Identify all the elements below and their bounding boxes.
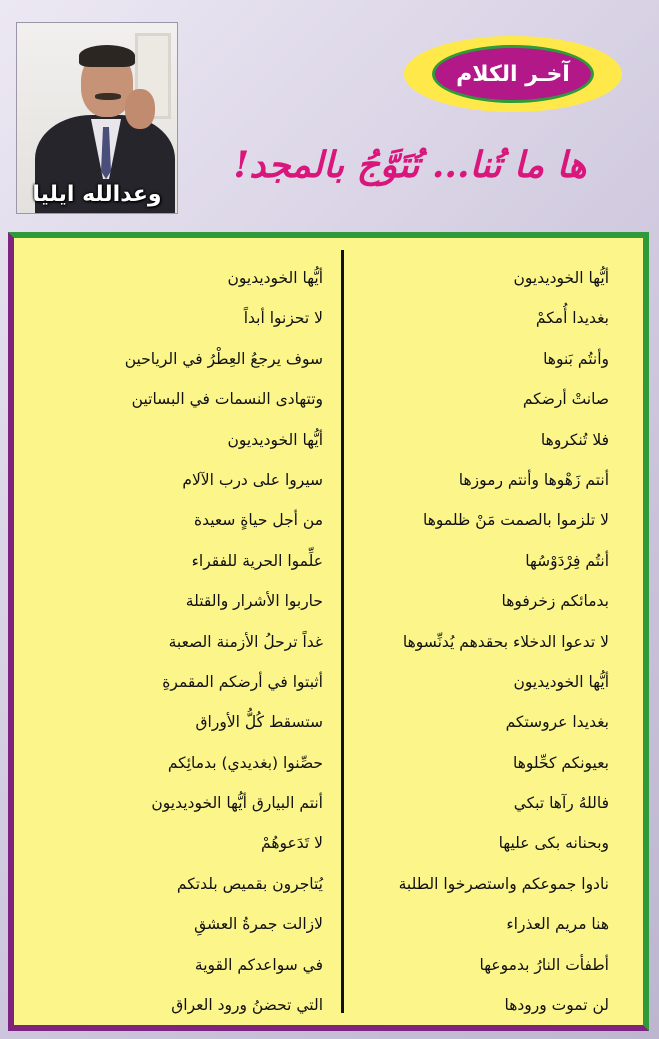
author-hair <box>79 45 135 67</box>
poem-line: أنتُم فِرْدَوْسُها <box>525 551 609 570</box>
poem-line: أطفأت النارُ بدموعها <box>479 955 609 974</box>
poem-line: يُتاجرون بقميص بلدتكم <box>176 874 323 893</box>
poem-line: حصِّنوا (بغديدي) بدمائِكم <box>167 753 323 772</box>
column-badge-label: آخـر الكلام <box>456 61 570 87</box>
poem-line: فاللهُ رآها تبكي <box>513 794 609 813</box>
poem-line: لا تدعوا الدخلاء بحقدهم يُدنِّسوها <box>402 632 609 651</box>
poem-line: أيُّها الخوديديون <box>227 269 323 287</box>
poem-line: بعيونكم كحِّلوها <box>512 753 609 772</box>
poem-line: وتتهادى النسمات في البساتين <box>131 390 323 409</box>
author-hand <box>125 89 155 129</box>
poem-line: ستسقط كُلُّ الأوراق <box>195 713 323 732</box>
poem-right-column <box>329 258 609 1025</box>
poem-line: بدمائكم زخرفوها <box>501 592 609 611</box>
poem-line: التي تحضنُ ورود العراق <box>171 996 323 1015</box>
poem-line: بغديدا عروستكم <box>505 713 609 732</box>
poem-line: سوف يرجعُ العِطْرُ في الرياحين <box>124 349 323 368</box>
poem-line: لا تَدَعوهُمْ <box>261 834 323 853</box>
poem-line: أيُّها الخوديديون <box>513 269 609 287</box>
poem-line: لن تموت ورودها <box>504 996 609 1015</box>
poem-line: نادوا جموعكم واستصرخوا الطلبة <box>398 874 609 893</box>
page-title: ها ما تُنا... تُتَوَّجُ بالمجد! <box>233 144 587 186</box>
poem-line: بغديدا أُمكمْ <box>535 309 609 328</box>
poem-line: حاربوا الأشرار والقتلة <box>185 592 323 611</box>
column-badge-inner <box>432 45 594 103</box>
poem-frame <box>8 232 649 1031</box>
poem-line: أنتم زَهْوها وأنتم رموزها <box>458 470 609 489</box>
author-name: وعدالله ايليا <box>32 182 162 207</box>
poem-line: أيُّها الخوديديون <box>227 430 323 449</box>
column-badge <box>404 36 622 112</box>
author-photo <box>16 22 178 214</box>
poem-line: فلا تُنكروها <box>540 430 609 449</box>
poem-line: هنا مريم العذراء <box>506 915 609 934</box>
poem-line: أثبتوا في أرضكم المقمرةِ <box>162 672 323 691</box>
author-moustache <box>95 93 121 100</box>
poem-line: أيُّها الخوديديون <box>513 672 609 691</box>
poem-line: من أجل حياةٍ سعيدة <box>193 511 323 530</box>
poem-line: صانتْ أرضكم <box>522 390 609 409</box>
poem-line: سيروا على درب الآلام <box>182 470 323 489</box>
poem-line: أنتم البيارق أيُّها الخوديديون <box>151 794 323 813</box>
poem-left-column <box>33 258 323 1025</box>
poem-line: وأنتُم بَنوها <box>543 349 609 368</box>
poem-line: وبحنانه بكى عليها <box>498 834 609 853</box>
poem-line: لازالت جمرةُ العشقِ <box>194 915 323 934</box>
poem-line: لا تحزنوا أبداً <box>243 309 323 328</box>
poem-line: علِّموا الحرية للفقراء <box>191 551 323 570</box>
poem-line: لا تلزموا بالصمت مَنْ ظلموها <box>423 511 609 530</box>
poem-line: غداً ترحلُ الأزمنة الصعبة <box>168 632 323 651</box>
poem-line: في سواعدكم القوية <box>194 955 323 974</box>
